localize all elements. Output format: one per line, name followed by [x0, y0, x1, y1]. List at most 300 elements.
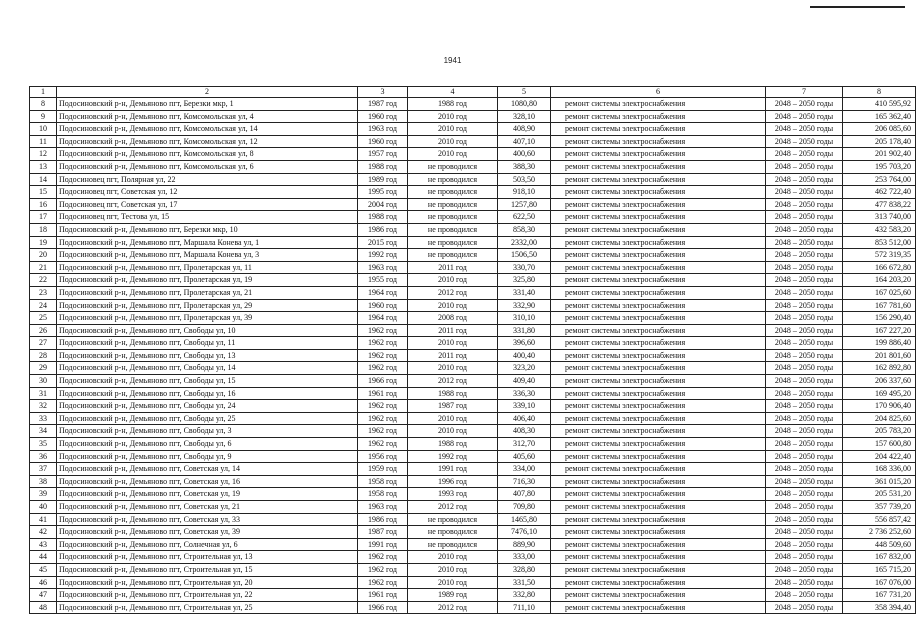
last-repair-cell: не проводился	[408, 223, 498, 236]
table-row	[30, 601, 916, 614]
area-cell: 2332,00	[498, 236, 551, 249]
work-type-cell: ремонт системы электроснабжения	[551, 589, 766, 602]
work-type-cell: ремонт системы электроснабжения	[551, 475, 766, 488]
row-number-cell: 23	[30, 286, 57, 299]
cost-cell: 167 781,60	[843, 299, 916, 312]
work-type-cell: ремонт системы электроснабжения	[551, 551, 766, 564]
cost-cell: 167 832,00	[843, 551, 916, 564]
address-cell: Подосиновский р-н, Демьяново пгт, Свободы ул, 15	[57, 375, 358, 388]
build-year-cell: 1987 год	[358, 98, 408, 111]
period-cell: 2048 – 2050 годы	[766, 450, 843, 463]
work-type-cell: ремонт системы электроснабжения	[551, 362, 766, 375]
last-repair-cell: 2010 год	[408, 425, 498, 438]
address-cell: Подосиновский р-н, Демьяново пгт, Свободы ул, 11	[57, 337, 358, 350]
area-cell: 408,30	[498, 425, 551, 438]
address-cell: Подосиновский р-н, Демьяново пгт, Свободы ул, 16	[57, 387, 358, 400]
area-cell: 409,40	[498, 375, 551, 388]
last-repair-cell: 1996 год	[408, 475, 498, 488]
table-row	[30, 463, 916, 476]
column-header: 5	[498, 87, 551, 98]
build-year-cell: 1962 год	[358, 412, 408, 425]
address-cell: Подосиновский р-н, Демьяново пгт, Свободы ул, 10	[57, 324, 358, 337]
period-cell: 2048 – 2050 годы	[766, 286, 843, 299]
last-repair-cell: не проводился	[408, 160, 498, 173]
work-type-cell: ремонт системы электроснабжения	[551, 173, 766, 186]
build-year-cell: 1988 год	[358, 160, 408, 173]
last-repair-cell: 2010 год	[408, 274, 498, 287]
address-cell: Подосиновец пгт, Советская ул, 12	[57, 186, 358, 199]
period-cell: 2048 – 2050 годы	[766, 412, 843, 425]
cost-cell: 170 906,40	[843, 400, 916, 413]
last-repair-cell: 1991 год	[408, 463, 498, 476]
build-year-cell: 1987 год	[358, 526, 408, 539]
cost-cell: 253 764,00	[843, 173, 916, 186]
area-cell: 709,80	[498, 501, 551, 514]
last-repair-cell: 2008 год	[408, 312, 498, 325]
table-row	[30, 526, 916, 539]
table-row	[30, 563, 916, 576]
address-cell: Подосиновский р-н, Демьяново пгт, Свободы ул, 24	[57, 400, 358, 413]
address-cell: Подосиновский р-н, Демьяново пгт, Строительная ул, 13	[57, 551, 358, 564]
row-number-cell: 30	[30, 375, 57, 388]
area-cell: 332,80	[498, 589, 551, 602]
build-year-cell: 1966 год	[358, 601, 408, 614]
work-type-cell: ремонт системы электроснабжения	[551, 160, 766, 173]
row-number-cell: 19	[30, 236, 57, 249]
period-cell: 2048 – 2050 годы	[766, 475, 843, 488]
area-cell: 331,80	[498, 324, 551, 337]
work-type-cell: ремонт системы электроснабжения	[551, 249, 766, 262]
build-year-cell: 1986 год	[358, 513, 408, 526]
table-row	[30, 160, 916, 173]
build-year-cell: 1962 год	[358, 337, 408, 350]
cost-cell: 205 178,40	[843, 135, 916, 148]
column-header: 3	[358, 87, 408, 98]
row-number-cell: 33	[30, 412, 57, 425]
row-number-cell: 40	[30, 501, 57, 514]
period-cell: 2048 – 2050 годы	[766, 438, 843, 451]
row-number-cell: 16	[30, 198, 57, 211]
column-header: 2	[57, 87, 358, 98]
area-cell: 858,30	[498, 223, 551, 236]
work-type-cell: ремонт системы электроснабжения	[551, 312, 766, 325]
table-body	[30, 98, 916, 614]
work-type-cell: ремонт системы электроснабжения	[551, 425, 766, 438]
build-year-cell: 1962 год	[358, 551, 408, 564]
table-row	[30, 98, 916, 111]
table-row	[30, 286, 916, 299]
address-cell: Подосиновский р-н, Демьяново пгт, Свободы ул, 9	[57, 450, 358, 463]
cost-cell: 167 731,20	[843, 589, 916, 602]
work-type-cell: ремонт системы электроснабжения	[551, 236, 766, 249]
work-type-cell: ремонт системы электроснабжения	[551, 349, 766, 362]
table-row	[30, 123, 916, 136]
cost-cell: 164 203,20	[843, 274, 916, 287]
period-cell: 2048 – 2050 годы	[766, 337, 843, 350]
address-cell: Подосиновский р-н, Демьяново пгт, Строительная ул, 20	[57, 576, 358, 589]
work-type-cell: ремонт системы электроснабжения	[551, 186, 766, 199]
build-year-cell: 1958 год	[358, 488, 408, 501]
address-cell: Подосиновский р-н, Демьяново пгт, Советская ул, 14	[57, 463, 358, 476]
period-cell: 2048 – 2050 годы	[766, 501, 843, 514]
last-repair-cell: 1988 год	[408, 387, 498, 400]
cost-cell: 572 319,35	[843, 249, 916, 262]
last-repair-cell: 2012 год	[408, 601, 498, 614]
cost-cell: 205 531,20	[843, 488, 916, 501]
build-year-cell: 1995 год	[358, 186, 408, 199]
work-type-cell: ремонт системы электроснабжения	[551, 337, 766, 350]
work-type-cell: ремонт системы электроснабжения	[551, 400, 766, 413]
work-type-cell: ремонт системы электроснабжения	[551, 211, 766, 224]
table-row	[30, 425, 916, 438]
table-row	[30, 236, 916, 249]
work-type-cell: ремонт системы электроснабжения	[551, 538, 766, 551]
area-cell: 1506,50	[498, 249, 551, 262]
table-row	[30, 223, 916, 236]
row-number-cell: 39	[30, 488, 57, 501]
area-cell: 503,50	[498, 173, 551, 186]
last-repair-cell: 2010 год	[408, 412, 498, 425]
address-cell: Подосиновский р-н, Демьяново пгт, Комсомольская ул, 12	[57, 135, 358, 148]
table-row	[30, 513, 916, 526]
area-cell: 1080,80	[498, 98, 551, 111]
work-type-cell: ремонт системы электроснабжения	[551, 98, 766, 111]
row-number-cell: 28	[30, 349, 57, 362]
table-row	[30, 261, 916, 274]
build-year-cell: 1960 год	[358, 299, 408, 312]
work-type-cell: ремонт системы электроснабжения	[551, 463, 766, 476]
row-number-cell: 29	[30, 362, 57, 375]
build-year-cell: 1959 год	[358, 463, 408, 476]
last-repair-cell: 2011 год	[408, 349, 498, 362]
work-type-cell: ремонт системы электроснабжения	[551, 513, 766, 526]
repair-schedule-table	[29, 86, 916, 614]
last-repair-cell: 2011 год	[408, 324, 498, 337]
work-type-cell: ремонт системы электроснабжения	[551, 324, 766, 337]
row-number-cell: 9	[30, 110, 57, 123]
cost-cell: 206 085,60	[843, 123, 916, 136]
period-cell: 2048 – 2050 годы	[766, 236, 843, 249]
address-cell: Подосиновский р-н, Демьяново пгт, Советская ул, 16	[57, 475, 358, 488]
last-repair-cell: не проводился	[408, 538, 498, 551]
period-cell: 2048 – 2050 годы	[766, 299, 843, 312]
last-repair-cell: 1988 год	[408, 98, 498, 111]
cost-cell: 358 394,40	[843, 601, 916, 614]
last-repair-cell: 2010 год	[408, 576, 498, 589]
cost-cell: 201 902,40	[843, 148, 916, 161]
last-repair-cell: не проводился	[408, 186, 498, 199]
last-repair-cell: не проводился	[408, 249, 498, 262]
last-repair-cell: 2010 год	[408, 148, 498, 161]
work-type-cell: ремонт системы электроснабжения	[551, 110, 766, 123]
build-year-cell: 1960 год	[358, 135, 408, 148]
period-cell: 2048 – 2050 годы	[766, 488, 843, 501]
area-cell: 339,10	[498, 400, 551, 413]
area-cell: 400,60	[498, 148, 551, 161]
row-number-cell: 15	[30, 186, 57, 199]
build-year-cell: 1963 год	[358, 261, 408, 274]
work-type-cell: ремонт системы электроснабжения	[551, 488, 766, 501]
period-cell: 2048 – 2050 годы	[766, 186, 843, 199]
page-number: 1941	[443, 56, 462, 65]
build-year-cell: 1986 год	[358, 223, 408, 236]
build-year-cell: 1962 год	[358, 400, 408, 413]
table-row	[30, 299, 916, 312]
build-year-cell: 2004 год	[358, 198, 408, 211]
cost-cell: 556 857,42	[843, 513, 916, 526]
period-cell: 2048 – 2050 годы	[766, 98, 843, 111]
address-cell: Подосиновец пгт, Советская ул, 17	[57, 198, 358, 211]
area-cell: 405,60	[498, 450, 551, 463]
area-cell: 408,90	[498, 123, 551, 136]
row-number-cell: 41	[30, 513, 57, 526]
period-cell: 2048 – 2050 годы	[766, 463, 843, 476]
table-header-row	[30, 87, 916, 98]
work-type-cell: ремонт системы электроснабжения	[551, 576, 766, 589]
address-cell: Подосиновский р-н, Демьяново пгт, Маршала Конева ул, 1	[57, 236, 358, 249]
row-number-cell: 14	[30, 173, 57, 186]
build-year-cell: 1962 год	[358, 425, 408, 438]
last-repair-cell: 1992 год	[408, 450, 498, 463]
cost-cell: 448 509,60	[843, 538, 916, 551]
address-cell: Подосиновский р-н, Демьяново пгт, Комсомольская ул, 6	[57, 160, 358, 173]
cost-cell: 204 422,40	[843, 450, 916, 463]
table-row	[30, 589, 916, 602]
build-year-cell: 1962 год	[358, 324, 408, 337]
table-row	[30, 551, 916, 564]
period-cell: 2048 – 2050 годы	[766, 110, 843, 123]
address-cell: Подосиновский р-н, Демьяново пгт, Пролетарская ул, 21	[57, 286, 358, 299]
address-cell: Подосиновский р-н, Демьяново пгт, Маршала Конева ул, 3	[57, 249, 358, 262]
table-row	[30, 324, 916, 337]
build-year-cell: 1955 год	[358, 274, 408, 287]
work-type-cell: ремонт системы электроснабжения	[551, 274, 766, 287]
area-cell: 323,20	[498, 362, 551, 375]
work-type-cell: ремонт системы электроснабжения	[551, 563, 766, 576]
cost-cell: 199 886,40	[843, 337, 916, 350]
table-row	[30, 337, 916, 350]
build-year-cell: 1956 год	[358, 450, 408, 463]
column-header: 4	[408, 87, 498, 98]
cost-cell: 477 838,22	[843, 198, 916, 211]
address-cell: Подосиновский р-н, Демьяново пгт, Свободы ул, 6	[57, 438, 358, 451]
cost-cell: 168 336,00	[843, 463, 916, 476]
table-row	[30, 211, 916, 224]
work-type-cell: ремонт системы электроснабжения	[551, 286, 766, 299]
build-year-cell: 1962 год	[358, 362, 408, 375]
build-year-cell: 1964 год	[358, 312, 408, 325]
last-repair-cell: 2010 год	[408, 123, 498, 136]
row-number-cell: 25	[30, 312, 57, 325]
address-cell: Подосиновский р-н, Демьяново пгт, Советская ул, 19	[57, 488, 358, 501]
row-number-cell: 20	[30, 249, 57, 262]
area-cell: 336,30	[498, 387, 551, 400]
area-cell: 328,10	[498, 110, 551, 123]
period-cell: 2048 – 2050 годы	[766, 223, 843, 236]
address-cell: Подосиновский р-н, Демьяново пгт, Березки мкр, 10	[57, 223, 358, 236]
cost-cell: 361 015,20	[843, 475, 916, 488]
row-number-cell: 10	[30, 123, 57, 136]
area-cell: 325,80	[498, 274, 551, 287]
row-number-cell: 34	[30, 425, 57, 438]
area-cell: 716,30	[498, 475, 551, 488]
work-type-cell: ремонт системы электроснабжения	[551, 223, 766, 236]
work-type-cell: ремонт системы электроснабжения	[551, 198, 766, 211]
row-number-cell: 11	[30, 135, 57, 148]
last-repair-cell: не проводился	[408, 526, 498, 539]
last-repair-cell: 2010 год	[408, 563, 498, 576]
table-row	[30, 412, 916, 425]
row-number-cell: 44	[30, 551, 57, 564]
period-cell: 2048 – 2050 годы	[766, 324, 843, 337]
build-year-cell: 1988 год	[358, 211, 408, 224]
table-row	[30, 274, 916, 287]
row-number-cell: 27	[30, 337, 57, 350]
address-cell: Подосиновский р-н, Демьяново пгт, Пролетарская ул, 29	[57, 299, 358, 312]
work-type-cell: ремонт системы электроснабжения	[551, 450, 766, 463]
table-row	[30, 349, 916, 362]
cost-cell: 313 740,00	[843, 211, 916, 224]
table-row	[30, 400, 916, 413]
last-repair-cell: 2010 год	[408, 299, 498, 312]
work-type-cell: ремонт системы электроснабжения	[551, 601, 766, 614]
cost-cell: 853 512,00	[843, 236, 916, 249]
cost-cell: 165 362,40	[843, 110, 916, 123]
last-repair-cell: 2012 год	[408, 375, 498, 388]
period-cell: 2048 – 2050 годы	[766, 261, 843, 274]
period-cell: 2048 – 2050 годы	[766, 400, 843, 413]
period-cell: 2048 – 2050 годы	[766, 362, 843, 375]
row-number-cell: 26	[30, 324, 57, 337]
table-row	[30, 198, 916, 211]
period-cell: 2048 – 2050 годы	[766, 513, 843, 526]
period-cell: 2048 – 2050 годы	[766, 526, 843, 539]
area-cell: 889,90	[498, 538, 551, 551]
last-repair-cell: 2012 год	[408, 501, 498, 514]
build-year-cell: 1960 год	[358, 110, 408, 123]
period-cell: 2048 – 2050 годы	[766, 173, 843, 186]
period-cell: 2048 – 2050 годы	[766, 312, 843, 325]
period-cell: 2048 – 2050 годы	[766, 160, 843, 173]
last-repair-cell: 1988 год	[408, 438, 498, 451]
table-row	[30, 538, 916, 551]
work-type-cell: ремонт системы электроснабжения	[551, 526, 766, 539]
table-row	[30, 148, 916, 161]
work-type-cell: ремонт системы электроснабжения	[551, 299, 766, 312]
row-number-cell: 36	[30, 450, 57, 463]
area-cell: 310,10	[498, 312, 551, 325]
work-type-cell: ремонт системы электроснабжения	[551, 123, 766, 136]
cost-cell: 156 290,40	[843, 312, 916, 325]
build-year-cell: 1992 год	[358, 249, 408, 262]
period-cell: 2048 – 2050 годы	[766, 538, 843, 551]
period-cell: 2048 – 2050 годы	[766, 563, 843, 576]
column-header: 8	[843, 87, 916, 98]
area-cell: 407,10	[498, 135, 551, 148]
row-number-cell: 48	[30, 601, 57, 614]
cost-cell: 157 600,80	[843, 438, 916, 451]
area-cell: 312,70	[498, 438, 551, 451]
work-type-cell: ремонт системы электроснабжения	[551, 375, 766, 388]
table-row	[30, 110, 916, 123]
row-number-cell: 32	[30, 400, 57, 413]
table-row	[30, 488, 916, 501]
address-cell: Подосиновский р-н, Демьяново пгт, Строительная ул, 22	[57, 589, 358, 602]
work-type-cell: ремонт системы электроснабжения	[551, 135, 766, 148]
address-cell: Подосиновский р-н, Демьяново пгт, Свободы ул, 13	[57, 349, 358, 362]
area-cell: 328,80	[498, 563, 551, 576]
area-cell: 332,90	[498, 299, 551, 312]
table-row	[30, 173, 916, 186]
row-number-cell: 46	[30, 576, 57, 589]
row-number-cell: 24	[30, 299, 57, 312]
period-cell: 2048 – 2050 годы	[766, 135, 843, 148]
build-year-cell: 1966 год	[358, 375, 408, 388]
table-row	[30, 312, 916, 325]
period-cell: 2048 – 2050 годы	[766, 349, 843, 362]
build-year-cell: 1961 год	[358, 589, 408, 602]
address-cell: Подосиновский р-н, Демьяново пгт, Березки мкр, 1	[57, 98, 358, 111]
area-cell: 407,80	[498, 488, 551, 501]
row-number-cell: 42	[30, 526, 57, 539]
row-number-cell: 17	[30, 211, 57, 224]
last-repair-cell: 2010 год	[408, 362, 498, 375]
address-cell: Подосиновский р-н, Демьяново пгт, Свободы ул, 25	[57, 412, 358, 425]
last-repair-cell: 2010 год	[408, 110, 498, 123]
build-year-cell: 1991 год	[358, 538, 408, 551]
period-cell: 2048 – 2050 годы	[766, 198, 843, 211]
build-year-cell: 1958 год	[358, 475, 408, 488]
cost-cell: 169 495,20	[843, 387, 916, 400]
period-cell: 2048 – 2050 годы	[766, 249, 843, 262]
address-cell: Подосиновский р-н, Демьяново пгт, Советская ул, 39	[57, 526, 358, 539]
area-cell: 396,60	[498, 337, 551, 350]
area-cell: 331,50	[498, 576, 551, 589]
address-cell: Подосиновский р-н, Демьяново пгт, Свободы ул, 14	[57, 362, 358, 375]
last-repair-cell: 2010 год	[408, 135, 498, 148]
address-cell: Подосиновский р-н, Демьяново пгт, Пролетарская ул, 11	[57, 261, 358, 274]
area-cell: 331,40	[498, 286, 551, 299]
table-row	[30, 450, 916, 463]
work-type-cell: ремонт системы электроснабжения	[551, 387, 766, 400]
period-cell: 2048 – 2050 годы	[766, 425, 843, 438]
last-repair-cell: 1987 год	[408, 400, 498, 413]
last-repair-cell: 2010 год	[408, 551, 498, 564]
work-type-cell: ремонт системы электроснабжения	[551, 501, 766, 514]
table-row	[30, 135, 916, 148]
address-cell: Подосиновский р-н, Демьяново пгт, Пролетарская ул, 19	[57, 274, 358, 287]
period-cell: 2048 – 2050 годы	[766, 274, 843, 287]
table-row	[30, 475, 916, 488]
cost-cell: 462 722,40	[843, 186, 916, 199]
area-cell: 406,40	[498, 412, 551, 425]
last-repair-cell: не проводился	[408, 173, 498, 186]
area-cell: 918,10	[498, 186, 551, 199]
row-number-cell: 37	[30, 463, 57, 476]
area-cell: 1257,80	[498, 198, 551, 211]
last-repair-cell: не проводился	[408, 513, 498, 526]
build-year-cell: 1964 год	[358, 286, 408, 299]
cost-cell: 166 672,80	[843, 261, 916, 274]
last-repair-cell: 2012 год	[408, 286, 498, 299]
address-cell: Подосиновский р-н, Демьяново пгт, Советская ул, 21	[57, 501, 358, 514]
row-number-cell: 45	[30, 563, 57, 576]
table-row	[30, 249, 916, 262]
cost-cell: 195 703,20	[843, 160, 916, 173]
address-cell: Подосиновский р-н, Демьяново пгт, Комсомольская ул, 8	[57, 148, 358, 161]
last-repair-cell: 1989 год	[408, 589, 498, 602]
cost-cell: 410 595,92	[843, 98, 916, 111]
